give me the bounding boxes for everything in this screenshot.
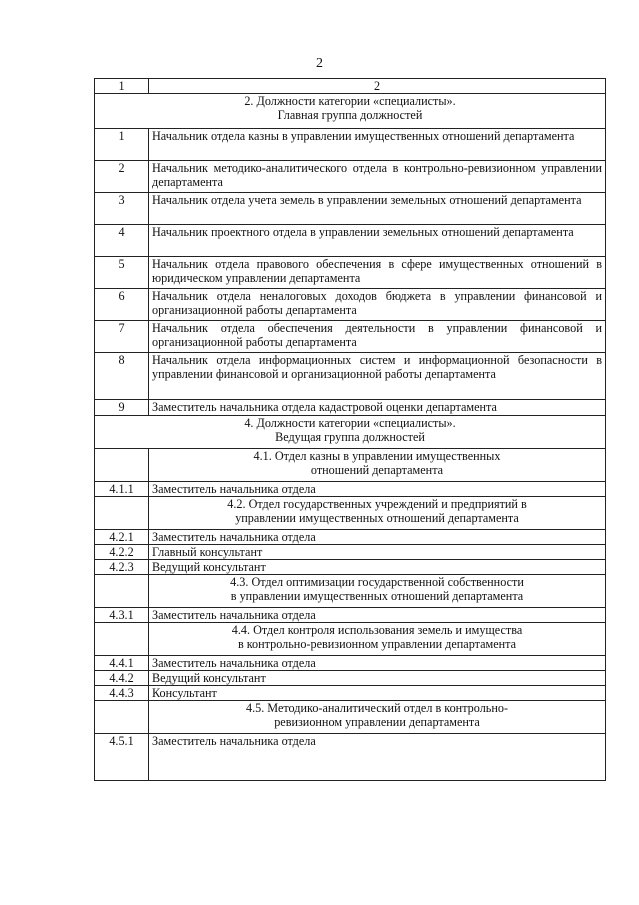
subsection-title-line2: управлении имущественных отношений департамента [235, 511, 519, 525]
table-row [95, 353, 606, 400]
row-position: Начальник отдела информационных систем и информационной безопасности в управлении финансовой и организационной работы департамента [149, 353, 606, 400]
subsection-title-line1: 4.4. Отдел контроля использования земель и имущества [231, 623, 523, 637]
section-2-subtitle: Главная группа должностей [277, 108, 423, 122]
row-number: 3 [95, 193, 149, 225]
table-row [95, 482, 606, 497]
row-position: Начальник методико-аналитического отдела в контрольно-ревизионном управлении департамента [149, 161, 606, 193]
subsection-heading-row [95, 623, 606, 656]
subsection-number-cell [95, 575, 149, 608]
row-number: 4.1.1 [95, 482, 149, 497]
header-col-1: 1 [95, 79, 149, 94]
row-position: Заместитель начальника отдела [149, 530, 606, 545]
subsection-heading [149, 701, 606, 734]
row-number: 9 [95, 400, 149, 416]
subsection-title-line2: ревизионном управлении департамента [274, 715, 480, 729]
subsection-title-line2: отношений департамента [310, 463, 444, 477]
row-number: 4.4.1 [95, 656, 149, 671]
row-position: Заместитель начальника отдела [149, 656, 606, 671]
table-header-row [95, 79, 606, 94]
row-number: 4 [95, 225, 149, 257]
table-row [95, 560, 606, 575]
subsection-title-line2: в управлении имущественных отношений департамента [230, 589, 524, 603]
row-number: 4.4.3 [95, 686, 149, 701]
subsection-heading [149, 497, 606, 530]
row-position: Начальник отдела обеспечения деятельности в управлении финансовой и организационной работы департамента [149, 321, 606, 353]
row-number: 1 [95, 129, 149, 161]
table-row [95, 225, 606, 257]
subsection-heading-row [95, 575, 606, 608]
table-row [95, 257, 606, 289]
subsection-number-cell [95, 497, 149, 530]
table-row [95, 734, 606, 781]
section-2-heading [95, 94, 606, 129]
subsection-number-cell [95, 701, 149, 734]
subsection-title-line2: в контрольно-ревизионном управлении департамента [237, 637, 517, 651]
row-position: Начальник отдела казны в управлении имущественных отношений департамента [149, 129, 606, 161]
row-position: Начальник проектного отдела в управлении земельных отношений департамента [149, 225, 606, 257]
subsection-title-line1: 4.3. Отдел оптимизации государственной собственности [230, 575, 524, 589]
section-4-title: 4. Должности категории «специалисты». [244, 416, 456, 430]
row-position: Заместитель начальника отдела [149, 734, 606, 781]
subsection-title-line1: 4.2. Отдел государственных учреждений и предприятий в [227, 497, 527, 511]
table-row [95, 321, 606, 353]
row-position: Главный консультант [149, 545, 606, 560]
table-row [95, 400, 606, 416]
row-number: 2 [95, 161, 149, 193]
table-row [95, 530, 606, 545]
row-position: Начальник отдела неналоговых доходов бюджета в управлении финансовой и организационной работы департамента [149, 289, 606, 321]
row-position: Ведущий консультант [149, 560, 606, 575]
table-row [95, 656, 606, 671]
section-4-subtitle: Ведущая группа должностей [275, 430, 425, 444]
row-number: 6 [95, 289, 149, 321]
header-col-2: 2 [149, 79, 606, 94]
row-number: 4.2.3 [95, 560, 149, 575]
row-number: 4.2.2 [95, 545, 149, 560]
subsection-number-cell [95, 623, 149, 656]
section-2-heading-row [95, 94, 606, 129]
page-number: 2 [316, 56, 323, 71]
table-row [95, 608, 606, 623]
section-4-heading-row [95, 416, 606, 449]
subsection-heading [149, 623, 606, 656]
row-position: Начальник отдела учета земель в управлении земельных отношений департамента [149, 193, 606, 225]
table-row [95, 161, 606, 193]
row-position: Начальник отдела правового обеспечения в сфере имущественных отношений в юридическом управлении департамента [149, 257, 606, 289]
table-row [95, 671, 606, 686]
section-2-title: 2. Должности категории «специалисты». [244, 94, 456, 108]
subsection-title-line1: 4.5. Методико-аналитический отдел в контрольно- [245, 701, 509, 715]
subsection-number-cell [95, 449, 149, 482]
subsection-heading [149, 449, 606, 482]
subsection-heading-row [95, 701, 606, 734]
positions-table [94, 78, 606, 781]
row-number: 4.2.1 [95, 530, 149, 545]
subsection-heading [149, 575, 606, 608]
section-4-heading [95, 416, 606, 449]
table-row [95, 545, 606, 560]
table-row [95, 289, 606, 321]
row-position: Ведущий консультант [149, 671, 606, 686]
row-number: 5 [95, 257, 149, 289]
row-number: 4.4.2 [95, 671, 149, 686]
table-row [95, 193, 606, 225]
subsection-title-line1: 4.1. Отдел казны в управлении имущественных [253, 449, 501, 463]
subsection-heading-row [95, 449, 606, 482]
row-position: Заместитель начальника отдела [149, 608, 606, 623]
table-row [95, 686, 606, 701]
row-number: 8 [95, 353, 149, 400]
table-row [95, 129, 606, 161]
row-position: Заместитель начальника отдела [149, 482, 606, 497]
row-position: Консультант [149, 686, 606, 701]
row-number: 4.5.1 [95, 734, 149, 781]
row-position: Заместитель начальника отдела кадастровой оценки департамента [149, 400, 606, 416]
row-number: 7 [95, 321, 149, 353]
row-number: 4.3.1 [95, 608, 149, 623]
subsection-heading-row [95, 497, 606, 530]
